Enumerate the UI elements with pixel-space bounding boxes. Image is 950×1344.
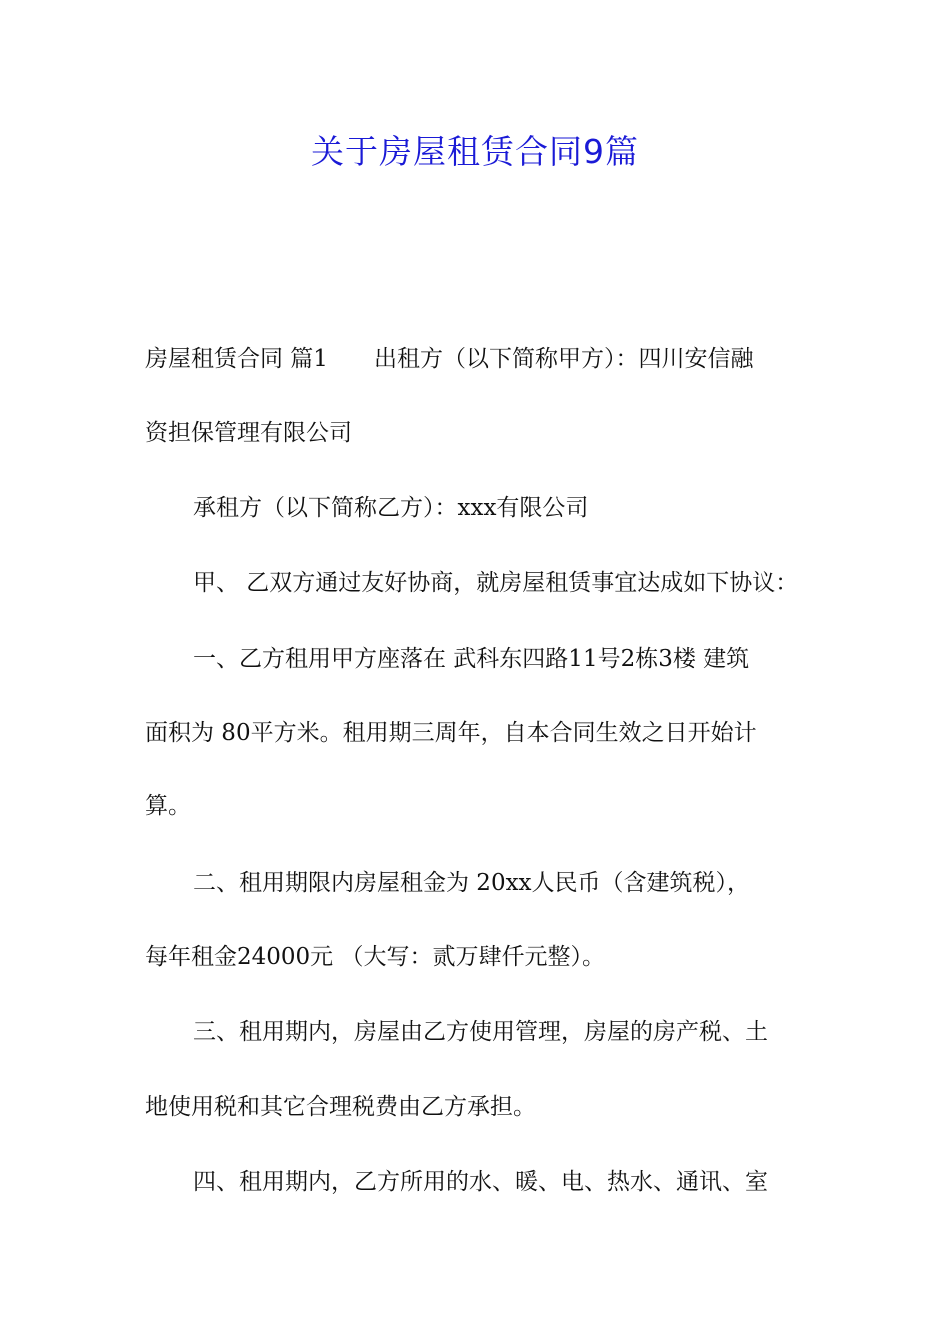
body-line: 每年租金24000元 （大写：贰万肆仟元整）。 bbox=[145, 944, 605, 970]
body-line: 面积为 80平方米。租用期三周年，自本合同生效之日开始计 bbox=[145, 720, 757, 746]
body-line: 房屋租赁合同 篇1 出租方（以下简称甲方）：四川安信融 bbox=[145, 346, 754, 372]
body-line: 算。 bbox=[145, 793, 191, 819]
body-line: 四、租用期内，乙方所用的水、暖、电、热水、通讯、室 bbox=[193, 1169, 768, 1195]
document-title: 关于房屋租赁合同9篇 bbox=[311, 132, 639, 171]
body-line: 地使用税和其它合理税费由乙方承担。 bbox=[145, 1094, 536, 1120]
body-line: 甲、 乙双方通过友好协商，就房屋租赁事宜达成如下协议： bbox=[193, 570, 799, 596]
body-line: 资担保管理有限公司 bbox=[145, 420, 352, 446]
body-line: 承租方（以下简称乙方）：xxx有限公司 bbox=[193, 495, 589, 521]
body-line: 三、租用期内，房屋由乙方使用管理，房屋的房产税、土 bbox=[193, 1019, 768, 1045]
body-line: 一、乙方租用甲方座落在 武科东四路11号2栋3楼 建筑 bbox=[193, 646, 750, 672]
body-line: 二、租用期限内房屋租金为 20xx人民币（含建筑税）， bbox=[193, 870, 751, 896]
